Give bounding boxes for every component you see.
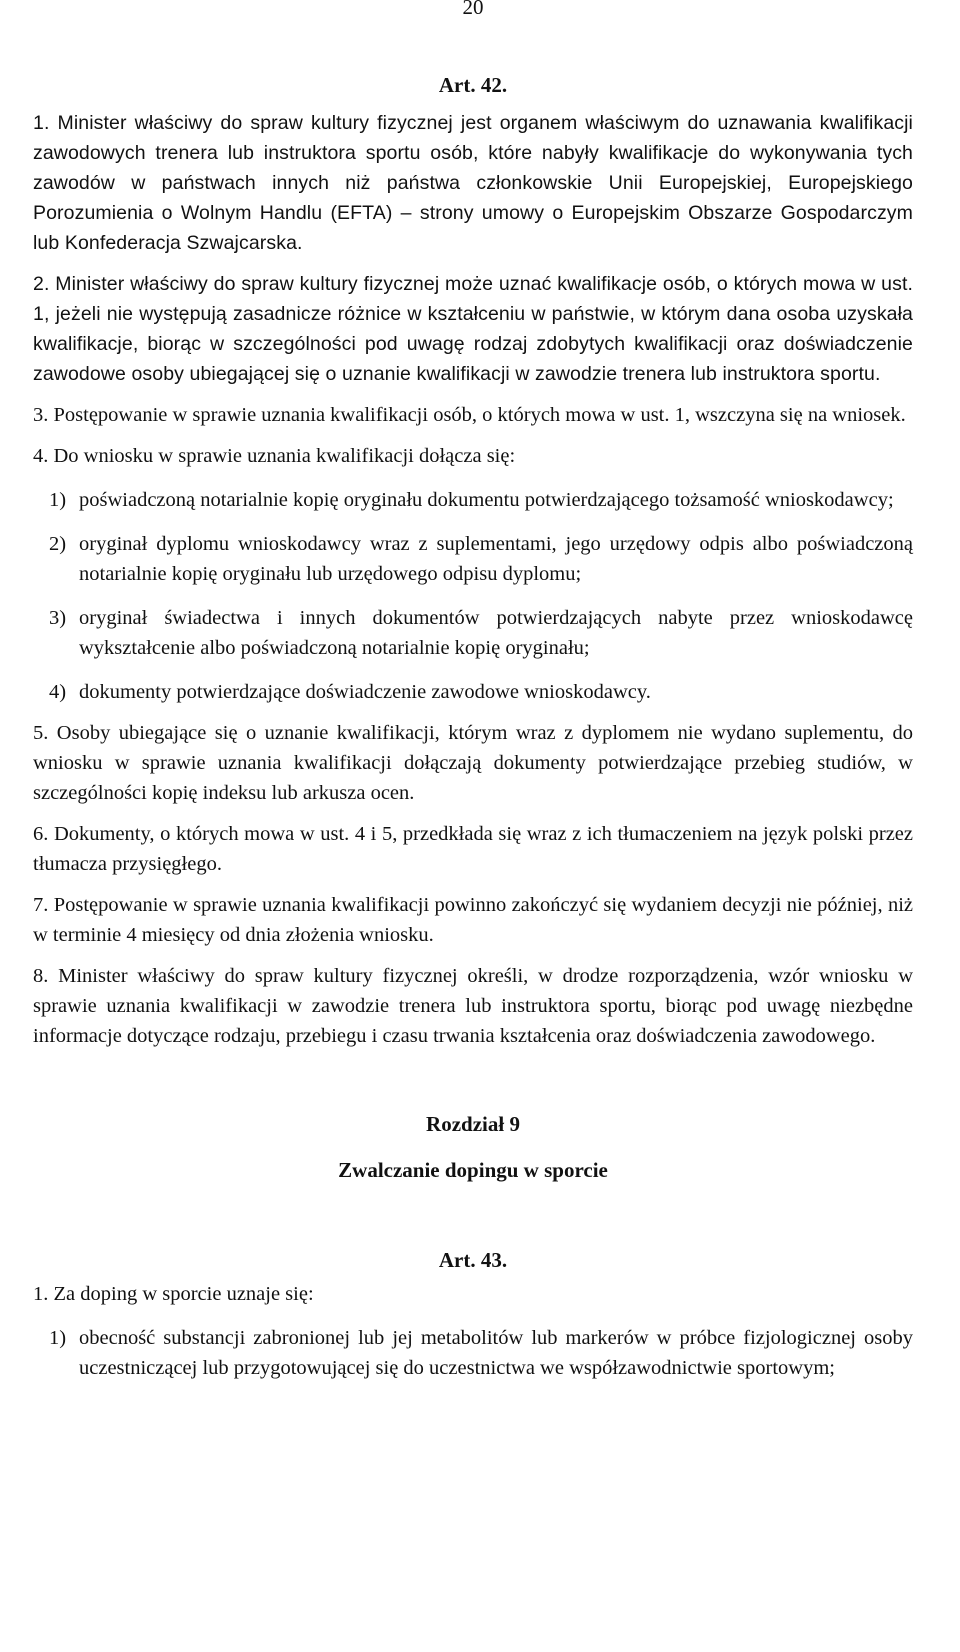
document-page bbox=[33, 0, 913, 1383]
list-item-number: 4) bbox=[49, 681, 67, 703]
list-item-number: 1) bbox=[49, 1327, 67, 1349]
article-42-title: Art. 42. bbox=[438, 73, 508, 97]
art42-list-item bbox=[33, 677, 913, 707]
art42-list-item bbox=[33, 603, 913, 663]
art42-list-item bbox=[33, 529, 913, 589]
list-item-number: 3) bbox=[49, 607, 67, 629]
art42-paragraph-1: 1. Minister właściwy do spraw kultury fizycznej jest organem właściwym do uznawania kwalifikacji zawodowych trenera lub instruktora sportu osób, które nabyły kwalifikacje do wykonywania tych zawodów w państwach innych niż państwa członkowskie Unii Europejskiej, Europejskiego Porozumienia o Wolnym Handlu (EFTA) – strony umowy o Europejskim Obszarze Gospodarczym lub Konfederacja Szwajcarska. bbox=[33, 112, 913, 254]
art43-paragraph-1: 1. Za doping w sporcie uznaje się: bbox=[33, 1283, 314, 1305]
list-item-text: dokumenty potwierdzające doświadczenie zawodowe wnioskodawcy. bbox=[79, 681, 651, 703]
list-item-text: oryginał świadectwa i innych dokumentów potwierdzających nabyte przez wnioskodawcę wykształcenie albo poświadczoną notarialnie kopię oryginału; bbox=[79, 607, 913, 659]
list-item-text: obecność substancji zabronionej lub jej metabolitów lub markerów w próbce fizjologicznej osoby uczestniczącej lub przygotowującej się do uczestnictwa we współzawodnictwie sportowym; bbox=[79, 1327, 913, 1379]
article-43-title: Art. 43. bbox=[438, 1248, 508, 1272]
art42-paragraph-4: 4. Do wniosku w sprawie uznania kwalifikacji dołącza się: bbox=[33, 445, 516, 467]
chapter-title: Zwalczanie dopingu w sporcie bbox=[338, 1158, 608, 1182]
art42-paragraph-6: 6. Dokumenty, o których mowa w ust. 4 i 5, przedkłada się wraz z ich tłumaczeniem na język polski przez tłumacza przysięgłego. bbox=[33, 823, 913, 875]
art42-paragraph-5: 5. Osoby ubiegające się o uznanie kwalifikacji, którym wraz z dyplomem nie wydano suplementu, do wniosku w sprawie uznania kwalifikacji dołączają dokumenty potwierdzające przebieg studiów, w szczególności kopię indeksu lub arkusza ocen. bbox=[33, 722, 913, 804]
list-item-number: 2) bbox=[49, 533, 67, 555]
list-item-text: oryginał dyplomu wnioskodawcy wraz z suplementami, jego urzędowy odpis albo poświadczoną notarialnie kopię oryginału lub urzędowego odpisu dyplomu; bbox=[79, 533, 913, 585]
art42-list-item bbox=[33, 485, 913, 515]
chapter-number: Rozdział 9 bbox=[426, 1112, 520, 1136]
art43-list-item bbox=[33, 1323, 913, 1383]
page-number: 20 bbox=[462, 0, 484, 19]
art42-paragraph-3: 3. Postępowanie w sprawie uznania kwalifikacji osób, o których mowa w ust. 1, wszczyna się na wniosek. bbox=[33, 404, 906, 426]
art42-paragraph-8: 8. Minister właściwy do spraw kultury fizycznej określi, w drodze rozporządzenia, wzór wniosku w sprawie uznania kwalifikacji w zawodzie trenera lub instruktora sportu, biorąc pod uwagę niezbędne informacje dotyczące rodzaju, przebiegu i czasu trwania kształcenia oraz doświadczenia zawodowego. bbox=[33, 965, 913, 1047]
list-item-text: poświadczoną notarialnie kopię oryginału dokumentu potwierdzającego tożsamość wnioskodawcy; bbox=[79, 489, 894, 511]
list-item-number: 1) bbox=[49, 489, 67, 511]
art42-paragraph-2: 2. Minister właściwy do spraw kultury fizycznej może uznać kwalifikacje osób, o których mowa w ust. 1, jeżeli nie występują zasadnicze różnice w kształceniu w państwie, w którym dana osoba uzyskała kwalifikacje, biorąc w szczególności pod uwagę rodzaj zdobytych kwalifikacji oraz doświadczenie zawodowe osoby ubiegającej się o uznanie kwalifikacji w zawodzie trenera lub instruktora sportu. bbox=[33, 273, 913, 385]
art42-paragraph-7: 7. Postępowanie w sprawie uznania kwalifikacji powinno zakończyć się wydaniem decyzji nie później, niż w terminie 4 miesięcy od dnia złożenia wniosku. bbox=[33, 894, 913, 946]
